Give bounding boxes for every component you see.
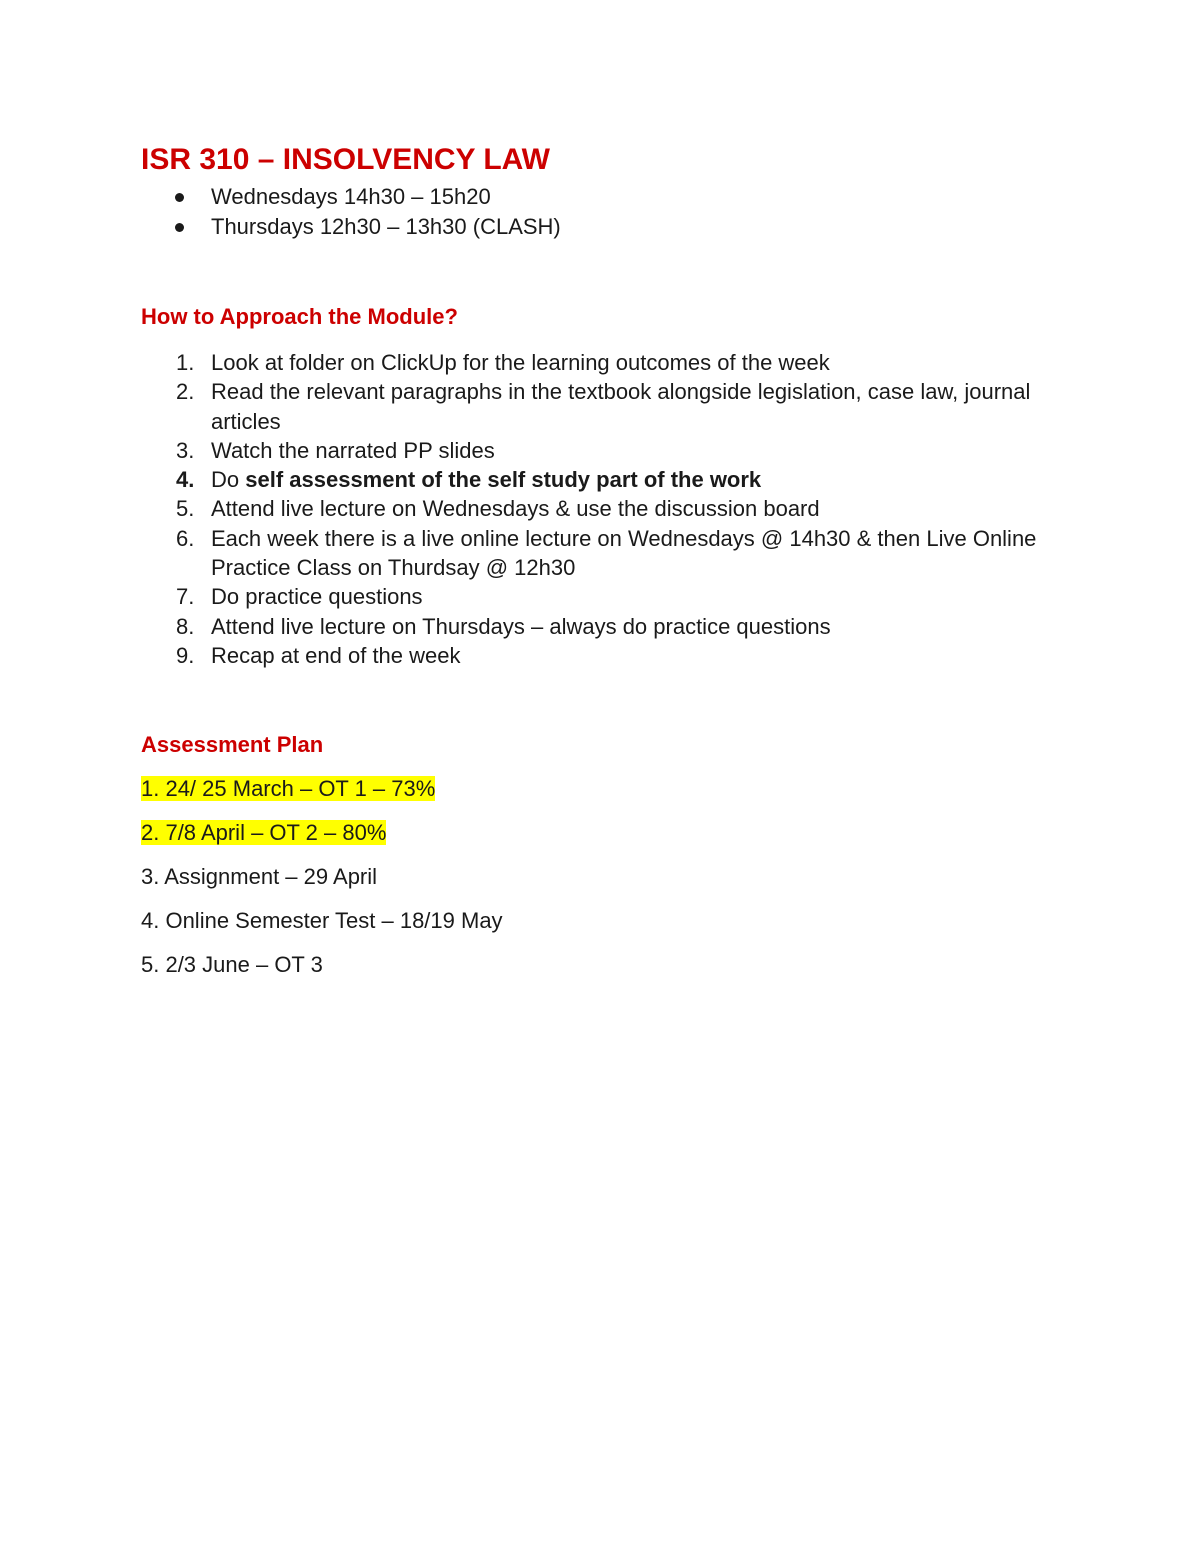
step-text: Each week there is a live online lecture on Wednesdays @ 14h30 & then Live Online Practice Class on Thurdsay @ 12h30: [211, 525, 1037, 581]
approach-heading: How to Approach the Module?: [141, 304, 458, 329]
schedule-text: Thursdays 12h30 – 13h30 (CLASH): [211, 214, 561, 239]
step-item: [141, 582, 1041, 611]
step-item: [141, 348, 1041, 377]
document-title: ISR 310 – INSOLVENCY LAW: [141, 143, 550, 176]
step-number: 8.: [176, 613, 195, 639]
assessment-item: [141, 862, 1041, 892]
step-item: [141, 524, 1041, 583]
step-number: 5.: [176, 496, 195, 522]
step-text-prefix: Do: [211, 467, 246, 493]
assessment-text: 5. 2/3 June – OT 3: [141, 952, 323, 978]
step-text: Look at folder on ClickUp for the learning outcomes of the week: [211, 350, 830, 375]
schedule-item: [141, 212, 1041, 242]
step-text: Do practice questions: [211, 584, 423, 610]
step-text: Attend live lecture on Thursdays – always do practice questions: [211, 613, 831, 639]
assessment-item: [141, 818, 1041, 848]
bullet-icon: [175, 193, 184, 202]
assessment-item: [141, 950, 1041, 980]
schedule-text: Wednesdays 14h30 – 15h20: [211, 184, 491, 209]
assessment-text-highlighted: 2. 7/8 April – OT 2 – 80%: [141, 820, 387, 846]
step-number: 9.: [176, 642, 195, 668]
step-text: Recap at end of the week: [211, 642, 461, 668]
schedule-list: [141, 182, 1041, 242]
step-number: 1.: [176, 350, 195, 375]
step-item: [141, 641, 1041, 670]
bullet-icon: [175, 223, 184, 232]
assessment-text: 4. Online Semester Test – 18/19 May: [141, 908, 503, 934]
step-text: Watch the narrated PP slides: [211, 437, 495, 463]
assessment-item: [141, 906, 1041, 936]
step-item: [141, 612, 1041, 641]
assessment-item: [141, 774, 1041, 804]
document-page: [141, 140, 1041, 980]
assessment-text: 3. Assignment – 29 April: [141, 864, 378, 890]
assessment-text-highlighted: 1. 24/ 25 March – OT 1 – 73%: [141, 776, 436, 802]
step-number: 7.: [176, 584, 195, 610]
approach-steps-list: [141, 348, 1041, 670]
step-item: [141, 436, 1041, 465]
schedule-item: [141, 182, 1041, 212]
assessment-list: [141, 774, 1041, 980]
step-item: [141, 494, 1041, 523]
step-text-bold: self assessment of the self study part of the work: [245, 467, 762, 493]
assessment-heading: Assessment Plan: [141, 732, 324, 758]
step-number: 6.: [176, 525, 195, 551]
step-number: 3.: [176, 437, 195, 463]
step-text: Attend live lecture on Wednesdays & use the discussion board: [211, 496, 820, 522]
step-item: [141, 465, 1041, 494]
step-number: 2.: [176, 379, 195, 405]
step-number: 4.: [176, 467, 195, 493]
step-text: Read the relevant paragraphs in the textbook alongside legislation, case law, journal articles: [211, 379, 1031, 434]
step-item: [141, 377, 1041, 436]
